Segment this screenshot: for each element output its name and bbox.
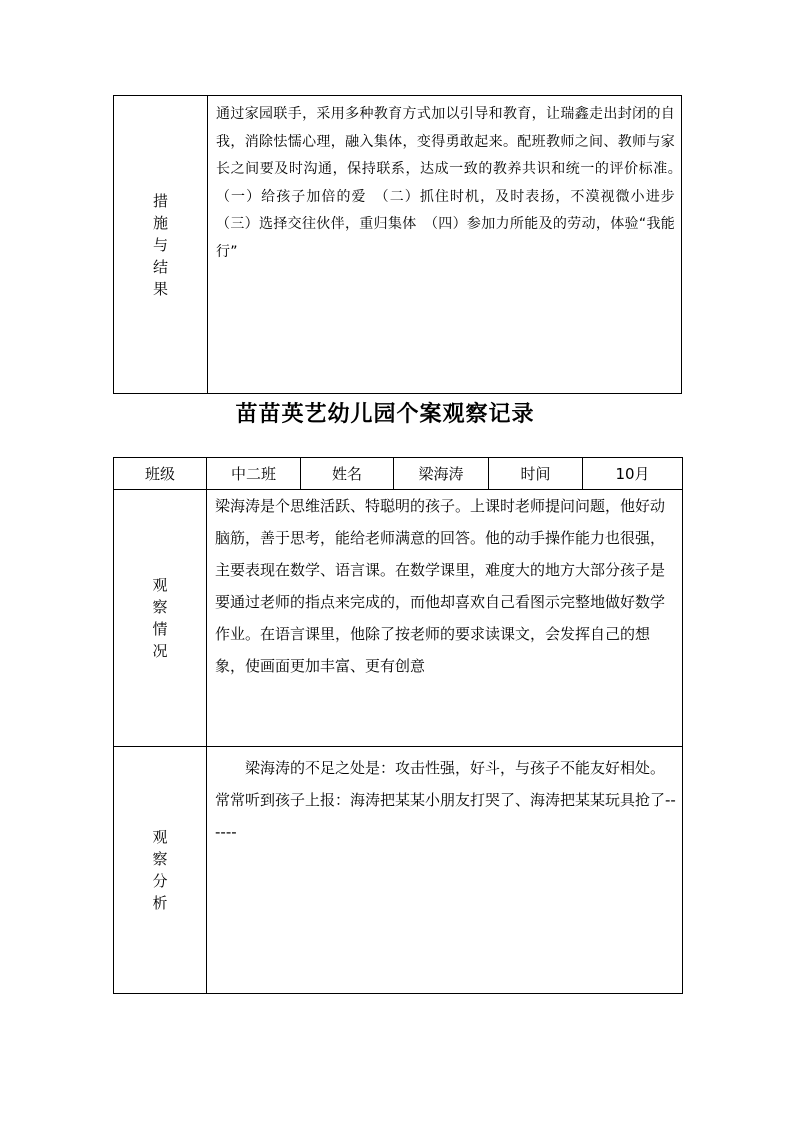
name-value: 梁海涛 xyxy=(394,458,489,490)
analysis-row xyxy=(114,747,683,994)
class-label: 班级 xyxy=(114,458,207,490)
observation-record-table xyxy=(113,457,683,994)
observation-label: 观 察 情 况 xyxy=(152,576,168,660)
class-value: 中二班 xyxy=(207,458,301,490)
measures-table xyxy=(113,95,690,394)
analysis-label-cell xyxy=(114,747,207,994)
time-value: 10月 xyxy=(583,458,683,490)
analysis-content: 梁海涛的不足之处是：攻击性强，好斗，与孩子不能友好相处。常常听到孩子上报：海涛把某某小朋友打哭了、海涛把某某玩具抢了------ xyxy=(215,759,676,841)
measures-content: 通过家园联手，采用多种教育方式加以引导和教育，让瑞鑫走出封闭的自我，消除怯懦心理，融入集体，变得勇敢起来。配班教师之间、教师与家长之间要及时沟通，保持联系，达成一致的教养共识和统一的评价标准。 （一）给孩子加倍的爱 （二）抓住时机，及时表扬，不漠视微小进步 （三）选择交往伙伴，重归集体 （四）参加力所能及的劳动，体验“我能行” xyxy=(216,106,690,260)
analysis-label: 观 察 分 析 xyxy=(152,828,168,912)
measures-label-cell xyxy=(114,96,208,394)
observation-content: 梁海涛是个思维活跃、特聪明的孩子。上课时老师提问问题，他好动脑筋，善于思考，能给老师满意的回答。他的动手操作能力也很强，主要表现在数学、语言课。在数学课里，难度大的地方大部分孩子是要通过老师的指点来完成的，而他却喜欢自己看图示完整地做好数学作业。在语言课里，他除了按老师的要求读课文，会发挥自己的想象，使画面更加丰富、更有创意 xyxy=(215,497,666,675)
observation-row xyxy=(114,490,683,747)
name-label: 姓名 xyxy=(301,458,394,490)
observation-label-cell xyxy=(114,490,207,747)
time-label: 时间 xyxy=(489,458,583,490)
header-row xyxy=(114,458,683,490)
measures-content-cell xyxy=(208,96,690,394)
measures-label: 措 施 与 结 果 xyxy=(152,191,168,298)
analysis-content-cell xyxy=(207,747,683,994)
observation-content-cell xyxy=(207,490,683,747)
page-title: 苗苗英艺幼儿园个案观察记录 xyxy=(235,402,535,427)
